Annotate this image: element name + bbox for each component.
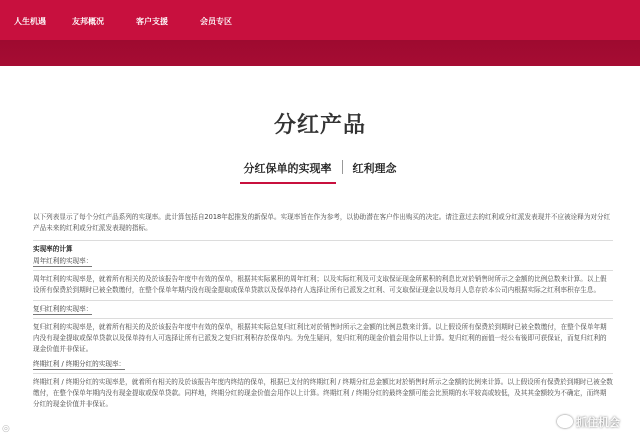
nav-item-member-area[interactable]: 会员专区	[200, 17, 232, 26]
tab-bar	[0, 160, 640, 184]
corner-logo-icon: ◎	[2, 424, 10, 434]
section-text-anniversary-bonus: 周年红利的实现率是，就着所有相关的及於该报告年度中有效的保单，根据其实际累积的周年红利；以及实际红利及可支取保证现金所累积的利息比对於销售时所示之金额的比例总数来计算。以上假设所有保费於到期时已被全数缴付，在整个保单年期内没有现金提取或保单贷款以及保单持有人选择让所有已派发之红利、可支取保证现金以及每月人息存於本公司内根据实际之红利率积存生息。	[33, 275, 607, 294]
tab-realization-rate[interactable]: 分红保单的实现率	[240, 160, 336, 184]
nav-item-customer-support[interactable]: 客户支援	[136, 17, 168, 26]
watermark-text: 抓住机会	[576, 416, 620, 429]
divider	[33, 318, 613, 319]
section-text-terminal-bonus: 终期红利 / 终期分红的实现率是，就着所有相关的及於该报告年度内终结的保单，根据已支付的终期红利 / 终期分红总金额比对於销售时所示之金额的比例来计算。以上假设所有保费於到期时已被全数缴付，在整个保单年期内没有现金提取或保单贷款。同样地，终期分红的现金价值会用作以上计算。终期红利 / 终期分红的最终金额可能会比预期的水平较高或较低，及其其金额较为不确定，而终期分红的现金价值并非保证。	[33, 378, 613, 408]
intro-paragraph: 以下列表显示了每个分红产品系列的实现率。此计算包括自2018年起推发的新保单。实现率旨在作为参考，以协助潜在客户作出购买的决定。请注意过去的红利或分红派发表现并不应被诠释为对分红产品未来的红利或分红派发表现的指标。	[33, 213, 611, 232]
page-title: 分红产品	[273, 113, 366, 138]
section-subhead-reversionary-bonus: 复归红利的实现率：	[33, 305, 93, 313]
section-subhead-anniversary-bonus: 周年红利的实现率：	[33, 257, 93, 265]
divider	[33, 240, 613, 241]
section-subhead-terminal-bonus: 终期红利 / 终期分红的实现率：	[33, 360, 126, 368]
nav-item-about-aia[interactable]: 友邦概况	[72, 17, 104, 26]
divider	[33, 270, 613, 271]
top-navigation-bar	[0, 0, 640, 40]
tab-bonus-philosophy[interactable]: 红利理念	[352, 162, 397, 175]
tab-divider	[342, 160, 343, 174]
hero-banner-band	[0, 40, 640, 66]
nav-item-life-opportunities[interactable]: 人生机遇	[14, 17, 46, 26]
calc-heading: 实现率的计算	[33, 245, 73, 253]
divider	[33, 373, 613, 374]
watermark	[557, 414, 620, 430]
divider	[33, 300, 613, 301]
main-content	[33, 212, 613, 414]
section-text-reversionary-bonus: 复归红利的实现率是，就着所有相关的及於该报告年度中有效的保单，根据其实际总复归红利比对於销售时所示之金额的比例总数来计算。以上假设所有保费於到期时已被全数缴付，在整个保单年期内没有现金提取或保单贷款以及保单持有人可选择让所有已派发之复归红利积存於保单内。为免生疑问，复归红利的现金价值会用作以上计算。复归红利的面值一经公布後即可获保证，而复归红利的现金价值并非保证。	[33, 323, 607, 353]
chat-bubble-icon	[557, 415, 573, 428]
